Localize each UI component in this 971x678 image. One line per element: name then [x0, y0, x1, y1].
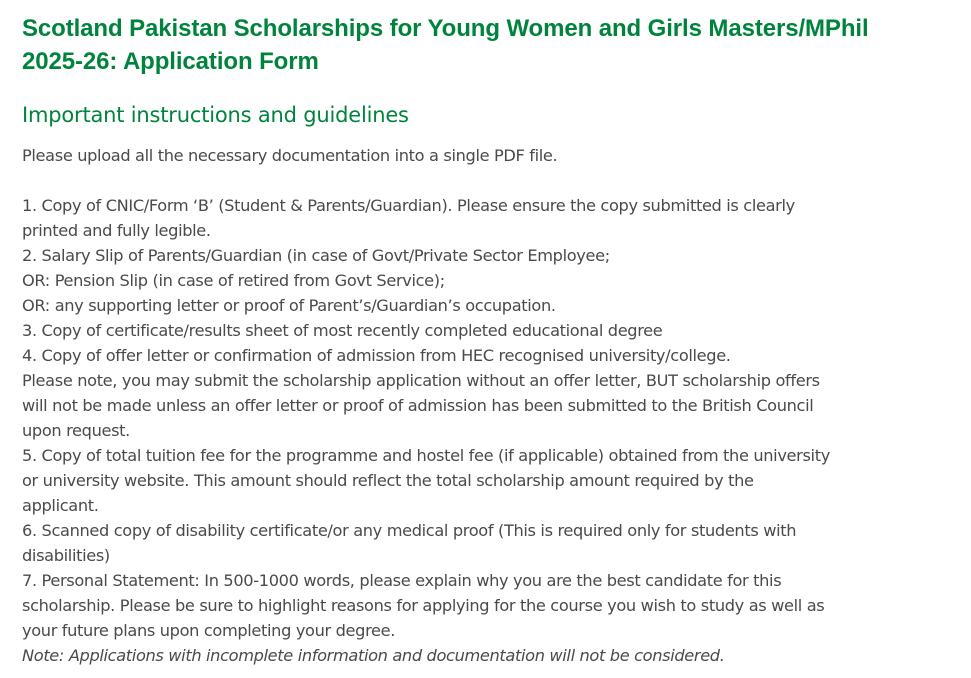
instructions-heading: Important instructions and guidelines — [22, 103, 409, 127]
incomplete-applications-note: Note: Applications with incomplete information and documentation will not be considered. — [22, 646, 725, 665]
application-form-page — [22, 12, 952, 665]
spacer — [22, 168, 952, 193]
instruction-line: 3. Copy of certificate/results sheet of most recently completed educational degree — [22, 321, 663, 340]
page-title-line-2: 2025-26: Application Form — [22, 48, 319, 75]
instruction-line: or university website. This amount should reflect the total scholarship amount required by the — [22, 471, 754, 490]
instruction-line: upon request. — [22, 421, 130, 440]
instruction-line: printed and fully legible. — [22, 221, 211, 240]
instruction-line: scholarship. Please be sure to highlight reasons for applying for the course you wish to study as well as — [22, 596, 825, 615]
instruction-line: OR: Pension Slip (in case of retired from Govt Service); — [22, 271, 445, 290]
instruction-line: will not be made unless an offer letter or proof of admission has been submitted to the British Council — [22, 396, 814, 415]
page-title — [22, 12, 952, 78]
intro-text: Please upload all the necessary documentation into a single PDF file. — [22, 146, 558, 165]
instruction-line: applicant. — [22, 496, 99, 515]
instructions-body — [22, 143, 952, 668]
instruction-line: Please note, you may submit the scholarship application without an offer letter, BUT scholarship offers — [22, 371, 820, 390]
instruction-line: 4. Copy of offer letter or confirmation of admission from HEC recognised university/college. — [22, 346, 731, 365]
page-title-line-1: Scotland Pakistan Scholarships for Young Women and Girls Masters/MPhil — [22, 15, 869, 42]
instruction-line: 2. Salary Slip of Parents/Guardian (in case of Govt/Private Sector Employee; — [22, 246, 610, 265]
instruction-line: disabilities) — [22, 546, 110, 565]
instruction-line: your future plans upon completing your degree. — [22, 621, 396, 640]
instruction-line: 6. Scanned copy of disability certificate/or any medical proof (This is required only for students with — [22, 521, 797, 540]
instruction-line: OR: any supporting letter or proof of Parent’s/Guardian’s occupation. — [22, 296, 556, 315]
instruction-line: 1. Copy of CNIC/Form ‘B’ (Student & Parents/Guardian). Please ensure the copy submitted is clearly — [22, 196, 795, 215]
instruction-line: 5. Copy of total tuition fee for the programme and hostel fee (if applicable) obtained from the university — [22, 446, 830, 465]
instruction-line: 7. Personal Statement: In 500-1000 words, please explain why you are the best candidate for this — [22, 571, 782, 590]
